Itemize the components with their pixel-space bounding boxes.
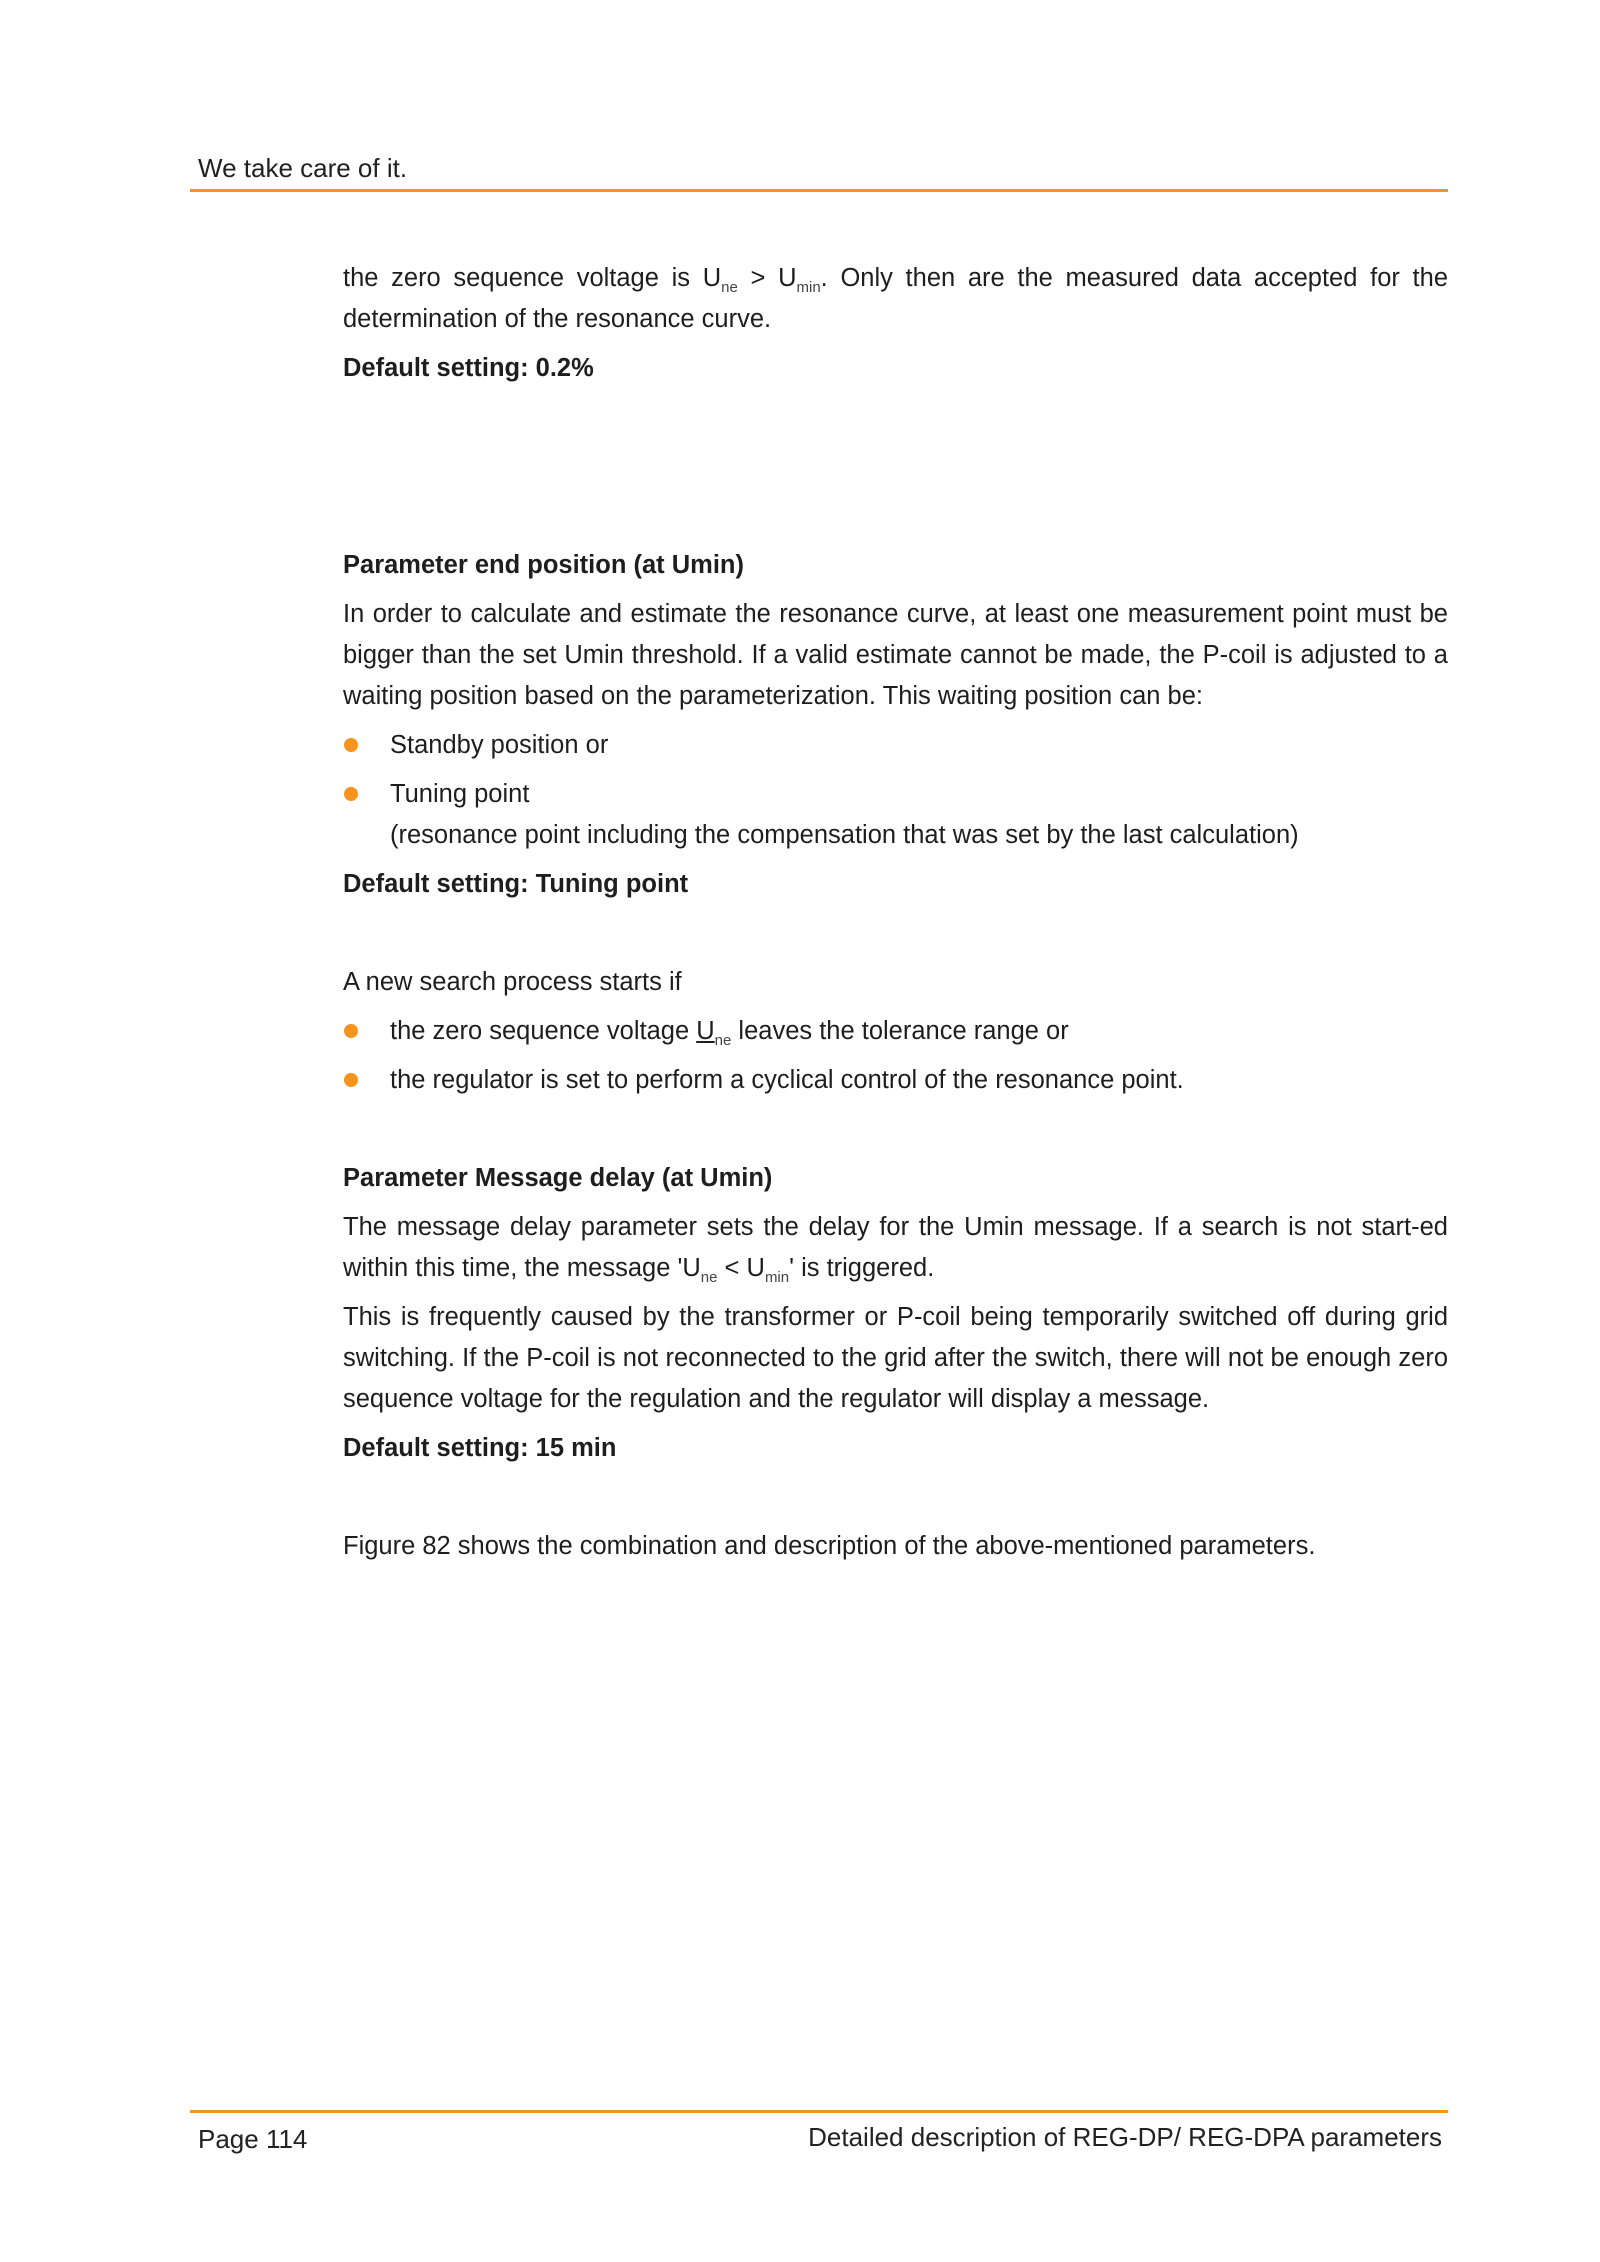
- list-item: [343, 774, 1448, 856]
- subscript-min: min: [796, 279, 821, 297]
- default-setting-message-delay: Default setting: 15 min: [343, 1434, 617, 1462]
- bullet-dot-icon: [344, 1024, 358, 1038]
- intro-text-2: > U: [737, 264, 797, 292]
- page-number: Page 114: [198, 2124, 308, 2154]
- subscript-ne: ne: [721, 279, 738, 297]
- search-list: [343, 1011, 1448, 1101]
- header-divider: [190, 189, 1448, 192]
- list-item-text: leaves the tolerance range or: [731, 1017, 1069, 1045]
- closing-paragraph: Figure 82 shows the combination and description of the above-mentioned parameters.: [343, 1532, 1316, 1560]
- underlined-symbol: U: [696, 1017, 715, 1045]
- intro-paragraph: [343, 258, 1448, 340]
- default-setting-intro: Default setting: 0.2%: [343, 354, 594, 382]
- list-item-text: the regulator is set to perform a cyclical control of the resonance point.: [390, 1066, 1184, 1094]
- intro-text-3: . Only then are the measured data accepted for the determination of the resonance curve.: [343, 264, 1448, 333]
- message-delay-text-1: The message delay parameter sets the delay for the Umin message. If a search is not start-ed within this time, the message 'U: [343, 1213, 1448, 1282]
- page-header-title: We take care of it.: [198, 153, 408, 183]
- list-item-text: Tuning point: [390, 780, 530, 808]
- message-delay-paragraph-2: This is frequently caused by the transformer or P-coil being temporarily switched off during grid switching. If the P-coil is not reconnected to the grid after the switch, there will not be enough zero sequence voltage for the regulation and the regulator will display a message.: [343, 1303, 1448, 1413]
- message-delay-text-3: ' is triggered.: [789, 1254, 935, 1282]
- list-item: [343, 1060, 1448, 1101]
- heading-end-position: Parameter end position (at Umin): [343, 551, 744, 579]
- end-position-list: [343, 725, 1448, 856]
- end-position-paragraph: In order to calculate and estimate the resonance curve, at least one measurement point must be bigger than the set Umin threshold. If a valid estimate cannot be made, the P-coil is adjusted to a waiting position based on the parameterization. This waiting position can be:: [343, 600, 1448, 710]
- default-setting-end-position: Default setting: Tuning point: [343, 870, 689, 898]
- list-item-subtext: (resonance point including the compensation that was set by the last calculation): [390, 821, 1299, 849]
- bullet-dot-icon: [344, 738, 358, 752]
- intro-text-1: the zero sequence voltage is U: [343, 264, 722, 292]
- search-intro: A new search process starts if: [343, 968, 682, 996]
- bullet-dot-icon: [344, 787, 358, 801]
- page-content: [343, 258, 1448, 1567]
- bullet-dot-icon: [344, 1073, 358, 1087]
- subscript-ne: ne: [714, 1032, 732, 1050]
- subscript-min: min: [764, 1269, 790, 1287]
- list-item-text: Standby position or: [390, 731, 609, 759]
- list-item-text: the zero sequence voltage: [390, 1017, 697, 1045]
- message-delay-paragraph-1: [343, 1207, 1448, 1289]
- subscript-ne: ne: [700, 1269, 718, 1287]
- list-item: [343, 1011, 1448, 1052]
- heading-message-delay: Parameter Message delay (at Umin): [343, 1164, 773, 1192]
- footer-section-title: Detailed description of REG-DP/ REG-DPA parameters: [808, 2122, 1442, 2152]
- message-delay-text-2: < U: [717, 1254, 765, 1282]
- list-item: [343, 725, 1448, 766]
- footer-divider: [190, 2110, 1448, 2113]
